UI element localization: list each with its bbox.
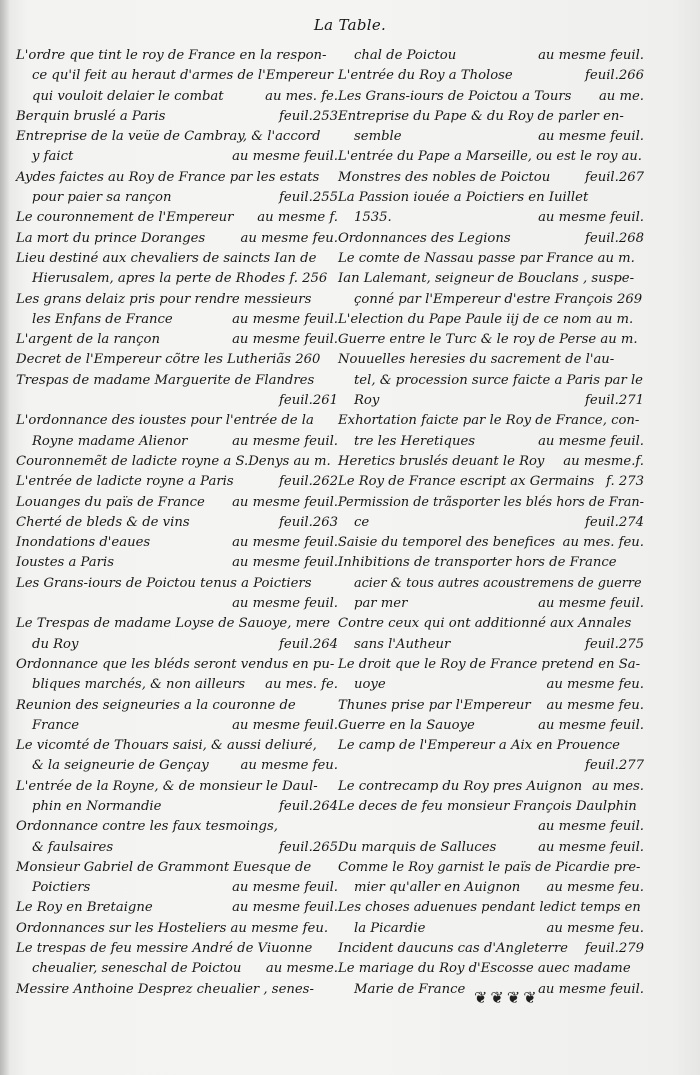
index-line	[16, 107, 338, 127]
index-line	[16, 675, 338, 695]
entry-folio: feuil.275	[585, 636, 644, 652]
entry-text: Le deces de feu monsieur François Daulphin	[338, 798, 637, 814]
entry-folio: au mesme feu.	[240, 758, 338, 774]
entry-text: Contre ceux qui ont additionné aux Annales	[338, 616, 632, 632]
right-column	[338, 46, 644, 1000]
index-line	[338, 635, 644, 655]
entry-text: Le trespas de feu messire André de Viuonne	[16, 941, 313, 957]
index-line	[16, 290, 338, 310]
entry-text: Inondations d'eaues	[16, 535, 151, 551]
entry-text: Le couronnement de l'Empereur	[16, 210, 234, 226]
index-line	[338, 147, 644, 167]
index-line	[16, 655, 338, 675]
entry-text: Les choses aduenues pendant ledict temps en	[338, 900, 641, 916]
index-line	[16, 797, 338, 817]
index-line	[338, 594, 644, 614]
index-line	[16, 553, 338, 573]
entry-text: phin en Normandie	[32, 798, 162, 814]
entry-text: Saisie du temporel des benefices	[338, 535, 556, 551]
entry-text: chal de Poictou	[354, 48, 457, 63]
entry-folio: au mesme.	[265, 961, 338, 977]
entry-folio: au mesme feuil.	[232, 596, 338, 612]
entry-folio: au mesme feuil.	[232, 535, 338, 551]
index-line	[16, 66, 338, 86]
entry-text: Royne madame Alienor	[32, 433, 188, 449]
index-line	[16, 858, 338, 878]
entry-text: Marie de France	[354, 981, 466, 997]
entry-folio: au mesme feuil.	[232, 149, 338, 165]
index-line	[16, 635, 338, 655]
index-line	[16, 87, 338, 107]
index-line	[16, 127, 338, 147]
index-line	[338, 472, 644, 492]
entry-text: semble	[354, 129, 402, 145]
entry-text: Messire Anthoine Desprez cheualier , senes-	[16, 981, 314, 997]
entry-text: les Enfans de France	[32, 311, 173, 327]
entry-text: Le Roy de France escript ax Germains	[338, 474, 595, 490]
entry-folio: au mesme feuil.	[232, 717, 338, 733]
entry-text: Guerre en la Sauoye	[338, 717, 475, 733]
index-line	[338, 229, 644, 249]
index-line	[16, 472, 338, 492]
spine-shadow	[0, 0, 10, 1075]
entry-folio: au mesme feuil.	[538, 433, 644, 449]
entry-folio: au mesme feuil.	[232, 332, 338, 348]
entry-folio: au mesme.f.	[563, 453, 644, 469]
index-line	[338, 716, 644, 736]
index-line	[16, 188, 338, 208]
index-line	[338, 939, 644, 959]
index-line	[338, 817, 644, 837]
index-line	[338, 87, 644, 107]
entry-folio: au mesme feuil.	[232, 555, 338, 571]
index-line	[338, 878, 644, 898]
entry-folio: feuil.266	[585, 68, 644, 84]
entry-text: Du marquis de Salluces	[338, 839, 497, 855]
index-line	[338, 493, 644, 513]
entry-folio: au mesme feuil.	[538, 981, 644, 997]
left-column	[16, 46, 338, 1000]
entry-text: Berquin bruslé a Paris	[16, 108, 166, 124]
entry-text: Ordonnances des Legions	[338, 230, 511, 246]
entry-text: Reunion des seigneuries a la couronne de	[16, 697, 296, 713]
index-line	[338, 107, 644, 127]
index-line	[16, 696, 338, 716]
entry-text: Le mariage du Roy d'Escosse auec madame	[338, 961, 631, 977]
entry-text: Le Roy en Bretaigne	[16, 900, 153, 916]
entry-folio: au mesme f.	[257, 210, 338, 226]
entry-folio: feuil.264	[279, 636, 338, 652]
entry-text: Les Grans-iours de Poictou tenus a Poictiers	[16, 575, 312, 591]
entry-text: Le vicomté de Thouars saisi, & aussi deliuré,	[16, 738, 317, 754]
index-line	[16, 208, 338, 228]
entry-folio: au mes. fe.	[265, 677, 338, 693]
entry-text: L'election du Pape Paule iij de ce nom au m.	[338, 311, 634, 327]
tailpiece-ornament: ❦❦❦❦	[474, 988, 540, 1007]
index-line	[338, 269, 644, 289]
index-line	[338, 391, 644, 411]
index-line	[16, 878, 338, 898]
index-line	[338, 959, 644, 979]
entry-folio: feuil.277	[585, 758, 644, 774]
entry-text: Aydes faictes au Roy de France par les estats	[16, 169, 320, 185]
entry-text: Comme le Roy garnist le païs de Picardie pre-	[338, 859, 641, 875]
entry-text: du Roy	[32, 636, 79, 652]
index-line	[338, 858, 644, 878]
entry-text: Trespas de madame Marguerite de Flandres	[16, 372, 315, 388]
entry-text: La mort du prince Doranges	[16, 230, 206, 246]
index-line	[338, 452, 644, 472]
entry-text: mier qu'aller en Auignon	[354, 880, 521, 896]
entry-text: bliques marchés, & non ailleurs	[32, 677, 246, 693]
index-line	[16, 249, 338, 269]
entry-folio: feuil.268	[585, 230, 644, 246]
entry-text: L'entrée de ladicte royne a Paris	[16, 474, 234, 490]
entry-text: uoye	[354, 677, 386, 693]
entry-folio: au mesme feu.	[546, 697, 644, 713]
entry-text: cheualier, seneschal de Poictou	[32, 961, 242, 977]
entry-text: L'ordonnance des ioustes pour l'entrée de la	[16, 413, 314, 429]
index-line	[16, 46, 338, 66]
index-line	[338, 736, 644, 756]
entry-folio: au mes. fe.	[265, 88, 338, 104]
entry-text: Ian Lalemant, seigneur de Bouclans , suspe-	[338, 271, 635, 287]
index-line	[338, 188, 644, 208]
entry-text: Hierusalem, apres la perte de Rhodes f. 256	[32, 271, 328, 287]
entry-folio: feuil.263	[279, 514, 338, 530]
entry-text: Monsieur Gabriel de Grammont Euesque de	[16, 859, 312, 875]
index-line	[16, 716, 338, 736]
entry-text: pour paier sa rançon	[32, 190, 172, 206]
entry-text: L'entrée de la Royne, & de monsieur le Daul-	[16, 778, 318, 794]
index-line	[338, 898, 644, 918]
entry-folio: au mesme feuil.	[538, 210, 644, 226]
entry-text: Roy	[354, 393, 380, 409]
index-line	[338, 614, 644, 634]
entry-folio: feuil.255	[279, 190, 338, 206]
entry-text: Heretics bruslés deuant le Roy	[338, 453, 545, 469]
index-line	[16, 574, 338, 594]
entry-text: qui vouloit delaier le combat	[32, 88, 224, 104]
entry-text: Le comte de Nassau passe par France au m.	[338, 250, 635, 266]
index-line	[16, 533, 338, 553]
entry-folio: au mesme feuil.	[538, 596, 644, 612]
index-line	[16, 168, 338, 188]
entry-text: Nouuelles heresies du sacrement de l'au-	[338, 352, 615, 368]
index-line	[338, 553, 644, 573]
index-line	[338, 350, 644, 370]
entry-folio: au mes.	[592, 778, 644, 794]
index-line	[338, 208, 644, 228]
entry-folio: au mesme feuil.	[232, 900, 338, 916]
entry-text: France	[32, 717, 79, 733]
entry-text: Entreprise du Pape & du Roy de parler en-	[338, 108, 624, 124]
index-line	[338, 411, 644, 431]
entry-folio: au mesme feuil.	[232, 494, 338, 510]
index-line	[338, 249, 644, 269]
index-line	[338, 127, 644, 147]
index-line	[338, 432, 644, 452]
index-line	[16, 756, 338, 776]
entry-text: çonné par l'Empereur d'estre François 269	[354, 291, 643, 307]
entry-text: Le Trespas de madame Loyse de Sauoye, mere	[16, 616, 331, 632]
entry-folio: au mesme feu.	[546, 677, 644, 693]
index-line	[338, 756, 644, 776]
entry-text: ce	[354, 514, 370, 530]
index-line	[16, 371, 338, 391]
entry-folio: feuil.279	[585, 941, 644, 957]
entry-text: Inhibitions de transporter hors de France	[338, 555, 617, 571]
entry-text: Ordonnance que les bléds seront vendus en pu-	[16, 656, 335, 672]
entry-text: Incident daucuns cas d'Angleterre	[338, 941, 568, 957]
entry-text: la Picardie	[354, 920, 426, 936]
index-line	[338, 66, 644, 86]
index-line	[338, 513, 644, 533]
entry-text: L'entrée du Roy a Tholose	[338, 68, 513, 84]
entry-text: La Passion iouée a Poictiers en Iuillet	[338, 190, 589, 206]
entry-folio: au mesme feu.	[546, 880, 644, 896]
index-line	[16, 736, 338, 756]
entry-folio: feuil.271	[585, 393, 644, 409]
entry-folio: f. 273	[606, 474, 644, 490]
entry-text: 1535.	[354, 210, 392, 226]
entry-folio: au mes. feu.	[562, 535, 644, 551]
index-line	[16, 350, 338, 370]
entry-text: sans l'Autheur	[354, 636, 451, 652]
index-line	[338, 371, 644, 391]
index-line	[16, 919, 338, 939]
index-line	[16, 330, 338, 350]
entry-text: tel, & procession surce faicte a Paris par le	[354, 372, 643, 388]
index-line	[338, 310, 644, 330]
index-line	[16, 959, 338, 979]
index-line	[338, 533, 644, 553]
entry-text: & faulsaires	[32, 839, 114, 855]
page-header: La Table.	[313, 16, 387, 34]
entry-text: Exhortation faicte par le Roy de France, con-	[338, 413, 640, 429]
entry-text: ce qu'il feit au heraut d'armes de l'Empereur	[32, 68, 334, 84]
entry-folio: au mesme feuil.	[538, 717, 644, 733]
index-line	[16, 432, 338, 452]
entry-text: par mer	[354, 596, 408, 612]
entry-text: acier & tous autres acoustremens de guerre	[354, 575, 642, 591]
index-line	[16, 594, 338, 614]
entry-text: Ioustes a Paris	[16, 555, 114, 571]
index-line	[338, 655, 644, 675]
index-line	[16, 229, 338, 249]
entry-folio: feuil.264	[279, 798, 338, 814]
entry-text: Poictiers	[32, 880, 91, 896]
entry-folio: au mesme feu.	[546, 920, 644, 936]
entry-folio: au mesme feuil.	[232, 311, 338, 327]
index-line	[16, 777, 338, 797]
entry-folio: au mesme feuil.	[538, 129, 644, 145]
entry-folio: feuil.253	[279, 108, 338, 124]
entry-folio: au me.	[598, 88, 644, 104]
index-line	[338, 675, 644, 695]
entry-text: Ordonnance contre les faux tesmoings,	[16, 819, 278, 835]
index-line	[338, 290, 644, 310]
index-line	[16, 493, 338, 513]
entry-text: Le droit que le Roy de France pretend en Sa-	[338, 656, 641, 672]
index-line	[338, 574, 644, 594]
entry-text: Les grans delaiz pris pour rendre messieurs	[16, 291, 312, 307]
index-line	[338, 777, 644, 797]
index-line	[16, 614, 338, 634]
entry-folio: au mesme feuil.	[538, 839, 644, 855]
entry-folio: au mesme feuil.	[538, 819, 644, 835]
index-line	[16, 310, 338, 330]
entry-text: Louanges du païs de France	[16, 494, 205, 510]
entry-folio: feuil.267	[585, 169, 644, 185]
entry-folio: au mesme feuil.	[232, 880, 338, 896]
entry-text: Le camp de l'Empereur a Aix en Prouence	[338, 738, 620, 754]
index-line	[338, 838, 644, 858]
index-line	[16, 452, 338, 472]
index-line	[16, 939, 338, 959]
entry-text: Les Grans-iours de Poictou a Tours	[338, 88, 572, 104]
entry-text: Entreprise de la veüe de Cambray, & l'accord	[16, 129, 321, 145]
index-line	[338, 919, 644, 939]
index-line	[338, 330, 644, 350]
entry-text: Ordonnances sur les Hosteliers au mesme feu.	[16, 920, 329, 936]
entry-folio: au mesme feu.	[240, 230, 338, 246]
index-line	[16, 391, 338, 411]
entry-text: Couronnemẽt de ladicte royne a S.Denys au m.	[16, 453, 331, 469]
index-line	[338, 168, 644, 188]
entry-text: & la seigneurie de Gençay	[32, 758, 209, 774]
entry-text: L'entrée du Pape a Marseille, ou est le roy au.	[338, 149, 642, 165]
index-line	[338, 797, 644, 817]
entry-folio: au mesme feuil.	[232, 433, 338, 449]
entry-text: Decret de l'Empereur cõtre les Lutheriãs 260	[16, 352, 321, 368]
entry-folio: feuil.265	[279, 839, 338, 855]
entry-text: tre les Heretiques	[354, 433, 476, 449]
entry-text: y faict	[32, 149, 74, 165]
entry-folio: feuil.274	[585, 514, 644, 530]
entry-text: Lieu destiné aux chevaliers de saincts Ian de	[16, 250, 317, 266]
index-line	[16, 980, 338, 1000]
index-line	[338, 696, 644, 716]
entry-text: Guerre entre le Turc & le roy de Perse au m.	[338, 332, 638, 348]
entry-text: Cherté de bleds & de vins	[16, 514, 190, 530]
entry-text: Le contrecamp du Roy pres Auignon	[338, 778, 583, 794]
index-line	[16, 411, 338, 431]
index-line	[16, 898, 338, 918]
entry-text: Permission de trãsporter les blés hors de Fran-	[338, 494, 644, 510]
entry-text: Monstres des nobles de Poictou	[338, 169, 551, 185]
index-line	[16, 147, 338, 167]
entry-folio: au mesme feuil.	[538, 48, 644, 63]
index-line	[16, 269, 338, 289]
entry-text: L'ordre que tint le roy de France en la respon-	[16, 48, 327, 63]
index-line	[338, 46, 644, 66]
index-line	[16, 513, 338, 533]
entry-folio: feuil.261	[279, 393, 338, 409]
entry-folio: feuil.262	[279, 474, 338, 490]
index-line	[16, 838, 338, 858]
entry-text: Thunes prise par l'Empereur	[338, 697, 531, 713]
entry-text: L'argent de la rançon	[16, 332, 160, 348]
index-line	[16, 817, 338, 837]
